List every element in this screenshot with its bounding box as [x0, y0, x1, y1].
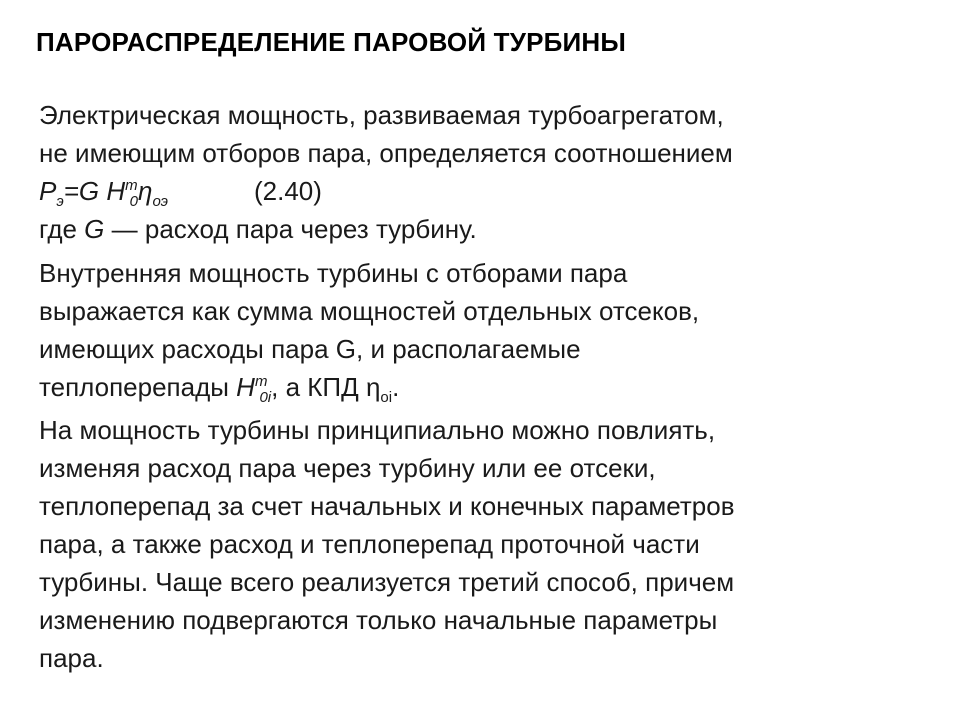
- formula-text: =G: [63, 176, 107, 206]
- text-fragment: где: [39, 214, 85, 244]
- symbol-h: H: [236, 372, 255, 402]
- text-fragment: — расход пара через турбину.: [104, 214, 477, 244]
- formula-number: (2.40): [254, 176, 322, 206]
- text-line: [39, 210, 733, 248]
- paragraph-internal-power: [39, 254, 699, 406]
- text-line: Электрическая мощность, развиваемая турбоагрегатом,: [39, 100, 724, 130]
- formula-symbol-h: H: [106, 176, 126, 206]
- slide-title: ПАРОРАСПРЕДЕЛЕНИЕ ПАРОВОЙ ТУРБИНЫ: [36, 27, 627, 57]
- text-line: изменению подвергаются только начальные параметры: [39, 605, 718, 635]
- symbol-eta: η: [365, 372, 381, 402]
- formula-superscript: т: [125, 177, 138, 194]
- text-line: Внутренняя мощность турбины с отборами пара: [39, 258, 628, 288]
- text-fragment: .: [392, 372, 400, 402]
- symbol-g: G: [84, 214, 105, 244]
- formula-symbol-p: P: [39, 176, 57, 206]
- text-line: На мощность турбины принципиально можно повлиять,: [39, 415, 716, 445]
- text-line: не имеющим отборов пара, определяется соотношением: [39, 138, 733, 168]
- text-line: турбины. Чаще всего реализуется третий способ, причем: [39, 567, 735, 597]
- formula-subscript: 0: [129, 193, 138, 210]
- formula-symbol-eta: η: [138, 176, 153, 206]
- formula-superscript: т: [254, 373, 268, 390]
- formula-subscript: оэ: [152, 193, 168, 210]
- formula-subscript: 0i: [259, 389, 272, 406]
- text-fragment: теплоперепады: [39, 372, 237, 402]
- formula-2-40: [39, 172, 733, 210]
- text-fragment: , а КПД: [271, 372, 366, 402]
- text-line: выражается как сумма мощностей отдельных отсеков,: [39, 296, 700, 326]
- formula-subscript: oi: [380, 389, 393, 406]
- paragraph-electric-power: [39, 96, 733, 248]
- text-line: имеющих расходы пара G, и располагаемые: [39, 334, 581, 364]
- text-line: [39, 368, 699, 406]
- text-line: изменяя расход пара через турбину или ее отсеки,: [39, 453, 656, 483]
- text-line: пара, а также расход и теплоперепад проточной части: [39, 529, 700, 559]
- text-line: пара.: [39, 643, 104, 673]
- paragraph-power-control: [39, 411, 735, 677]
- formula-subscript: э: [56, 193, 64, 210]
- text-line: теплоперепад за счет начальных и конечных параметров: [39, 491, 735, 521]
